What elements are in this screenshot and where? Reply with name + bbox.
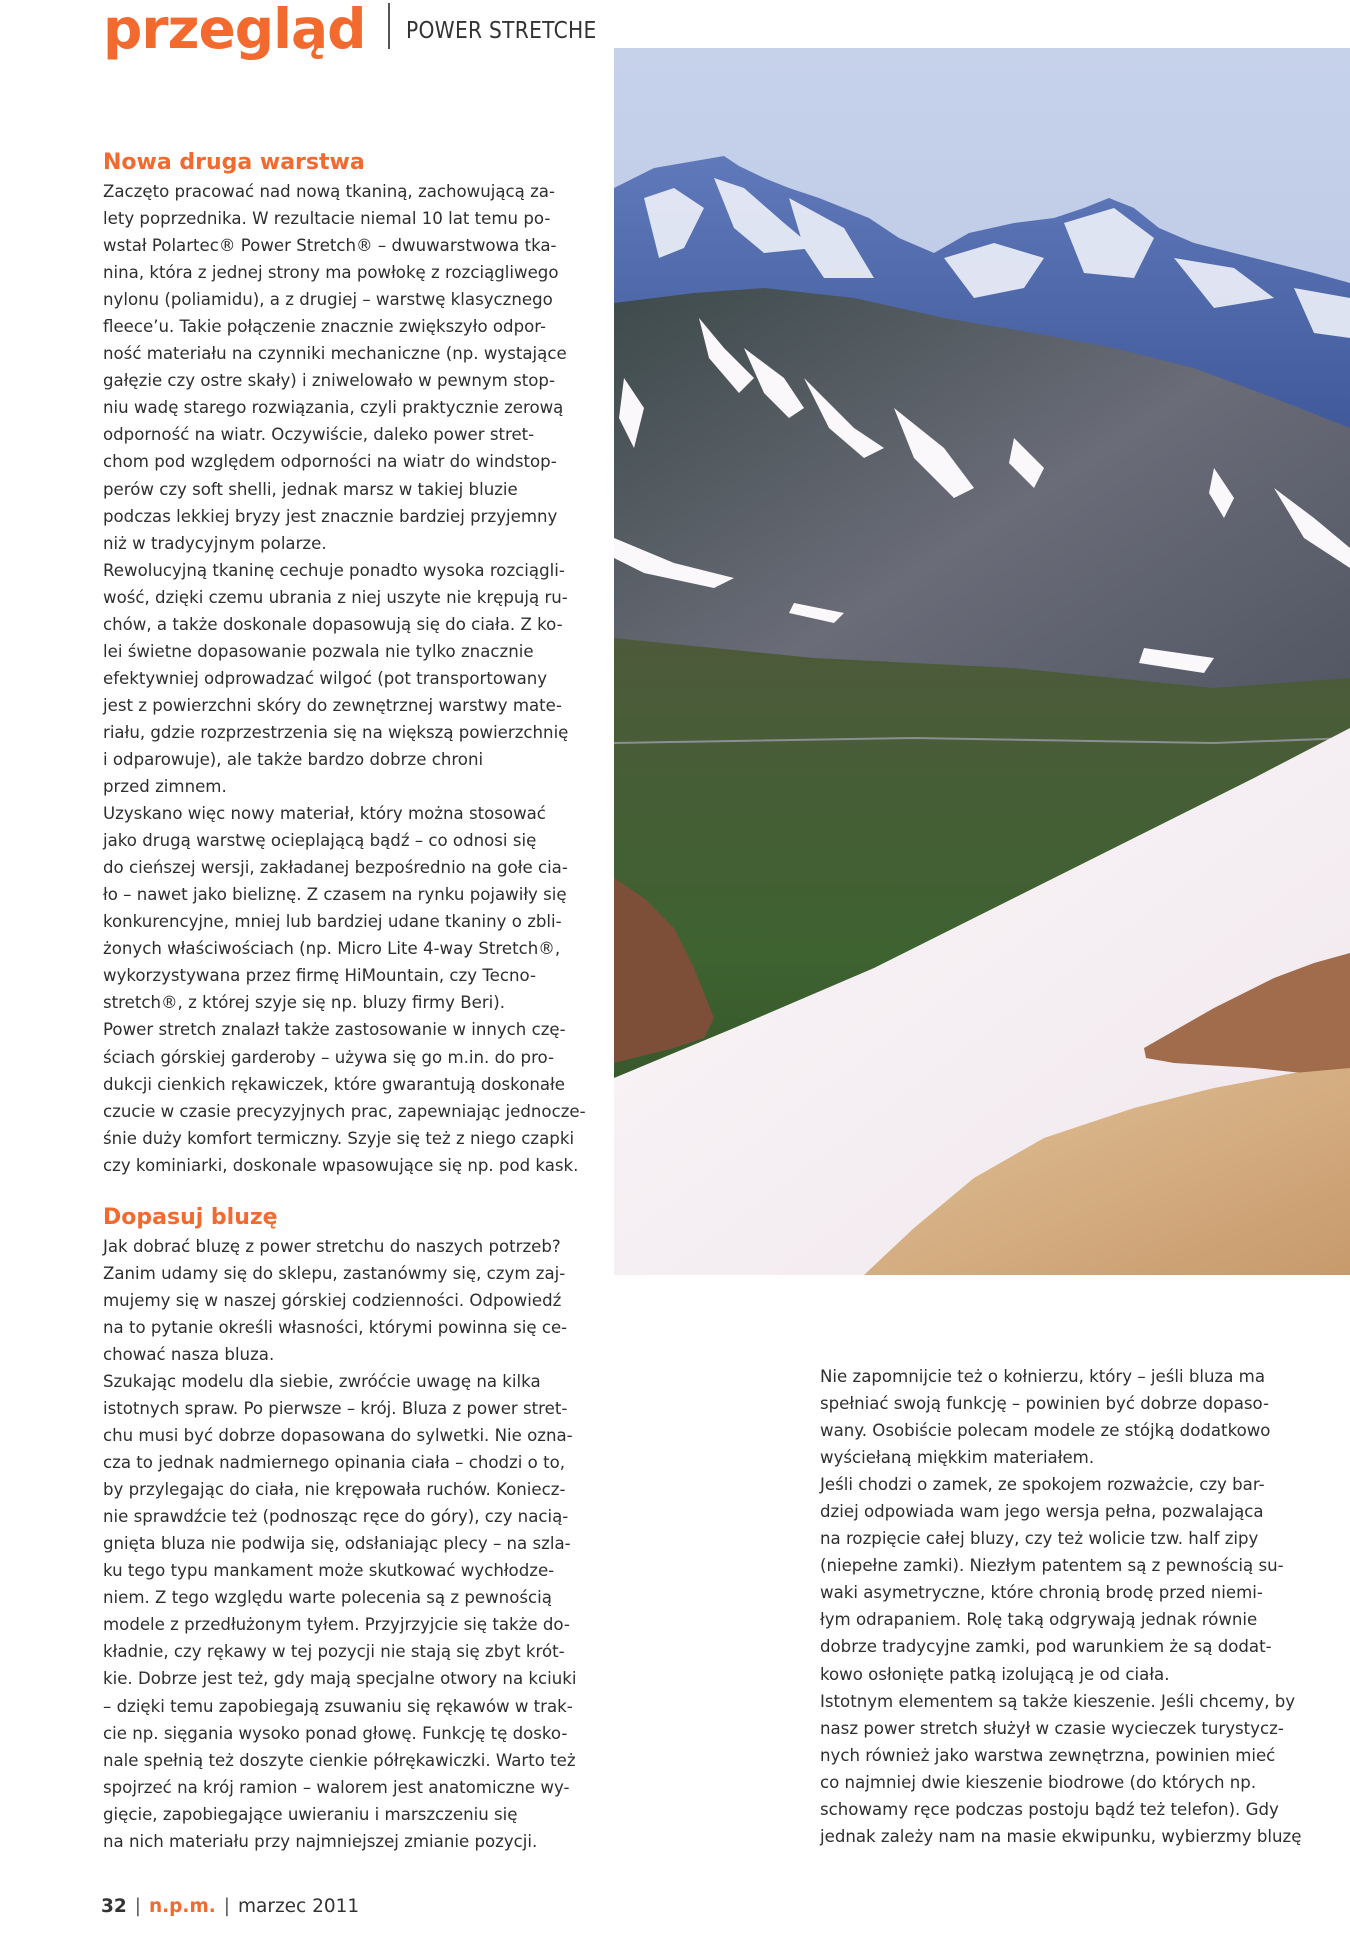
text-line: kładnie, czy rękawy w tej pozycji nie stają się zbyt krót- (103, 1642, 565, 1662)
mountain-photo-illustration (614, 48, 1350, 1275)
text-line: spojrzeć na krój ramion – walorem jest anatomiczne wy- (103, 1777, 570, 1797)
text-line: kie. Dobrze jest też, gdy mają specjalne otwory na kciuki (103, 1669, 577, 1689)
text-line: Jeśli chodzi o zamek, ze spokojem rozważcie, czy bar- (820, 1475, 1265, 1495)
page-header (103, 0, 622, 60)
text-line: podczas lekkiej bryzy jest znacznie bardziej przyjemny (103, 506, 558, 526)
text-line: fleece’u. Takie połączenie znacznie zwiększyło odpor- (103, 317, 547, 337)
text-line: Zanim udamy się do sklepu, zastanówmy się, czym zaj- (103, 1263, 566, 1283)
text-line: nina, która z jednej strony ma powłokę z rozciągliwego (103, 263, 559, 283)
section-title: przegląd (103, 0, 366, 61)
text-line: chów, a także doskonale dopasowują się do ciała. Z ko- (103, 614, 563, 634)
section-heading: Nowa druga warstwa (103, 150, 365, 175)
text-line: na rozpięcie całej bluzy, czy też wolicie tzw. half zipy (820, 1529, 1259, 1549)
text-line: lei świetne dopasowanie pozwala nie tylko znacznie (103, 641, 534, 661)
text-line: Istotnym elementem są także kieszenie. Jeśli chcemy, by (820, 1691, 1296, 1711)
text-line: waki asymetryczne, które chronią brodę przed niemi- (820, 1583, 1263, 1603)
text-line: dukcji cienkich rękawiczek, które gwarantują doskonałe (103, 1074, 565, 1094)
text-line: gałęzie czy ostre skały) i zniwelowało w pewnym stop- (103, 371, 555, 391)
text-line: perów czy soft shelli, jednak marsz w takiej bluzie (103, 479, 518, 499)
text-line: chować nasza bluza. (103, 1344, 275, 1364)
text-line: na nich materiału przy najmniejszej zmianie pozycji. (103, 1831, 538, 1851)
text-line: ło – nawet jako bieliznę. Z czasem na rynku pojawiły się (103, 885, 567, 905)
text-line: jest z powierzchni skóry do zewnętrznej warstwy mate- (103, 695, 562, 715)
text-line: chu musi być dobrze dopasowana do sylwetki. Nie ozna- (103, 1426, 573, 1446)
text-line: – dzięki temu zapobiegają zsuwaniu się rękawów w trak- (103, 1696, 573, 1716)
text-line: niż w tradycyjnym polarze. (103, 533, 327, 553)
text-line: jako drugą warstwę ocieplającą bądź – co odnosi się (103, 831, 537, 851)
article-right-column (820, 1363, 1320, 1850)
text-line: ściach górskiej garderoby – używa się go m.in. do pro- (103, 1047, 554, 1067)
text-line: mujemy się w naszej górskiej codzienności. Odpowiedź (103, 1290, 562, 1310)
text-line: odporność na wiatr. Oczywiście, daleko power stret- (103, 425, 535, 445)
text-line: wstał Polartec® Power Stretch® – dwuwarstwowa tka- (103, 236, 557, 256)
text-line: czy kominiarki, doskonale wpasowujące się np. pod kask. (103, 1155, 579, 1175)
text-line: chom pod względem odporności na wiatr do windstop- (103, 452, 557, 472)
text-line: modele z przedłużonym tyłem. Przyjrzyjcie się także do- (103, 1615, 570, 1635)
text-line: cie np. sięgania wysoko ponad głowę. Funkcję tę dosko- (103, 1723, 568, 1743)
text-line: i odparowuje), ale także bardzo dobrze chroni (103, 749, 484, 769)
text-line: niem. Z tego względu warte polecenia są z pewnością (103, 1588, 552, 1608)
text-line: Szukając modelu dla siebie, zwróćcie uwagę na kilka (103, 1371, 541, 1391)
text-line: żonych właściwościach (np. Micro Lite 4-way Stretch®, (103, 939, 561, 959)
section-heading: Dopasuj bluzę (103, 1204, 278, 1230)
text-line: nasz power stretch służył w czasie wycieczek turystycz- (820, 1718, 1284, 1738)
section-body (103, 178, 586, 1179)
text-line: Power stretch znalazł także zastosowanie w innych czę- (103, 1020, 566, 1040)
text-line: gięcie, zapobiegające uwieraniu i marszczeniu się (103, 1804, 518, 1824)
text-line: (niepełne zamki). Niezłym patentem są z pewnością su- (820, 1556, 1284, 1576)
text-line: jednak zależy nam na masie ekwipunku, wybierzmy bluzę (820, 1826, 1302, 1846)
text-line: konkurencyjne, mniej lub bardziej udane tkaniny o zbli- (103, 912, 562, 932)
footer-separator: | (223, 1896, 230, 1917)
text-line: niu wadę starego rozwiązania, czyli praktycznie zerową (103, 398, 564, 418)
page-footer (101, 1896, 359, 1917)
text-line: nie sprawdźcie też (podnosząc ręce do góry), czy nacią- (103, 1507, 569, 1527)
text-line: nych również jako warstwa zewnętrzna, powinien mieć (820, 1745, 1276, 1765)
text-line: schowamy ręce podczas postoju bądź też telefon). Gdy (820, 1799, 1279, 1819)
text-line: efektywniej odprowadzać wilgoć (pot transportowany (103, 668, 548, 688)
text-line: na to pytanie określi własności, którymi powinna się ce- (103, 1317, 568, 1337)
text-line: kowo osłonięte patką izolującą je od ciała. (820, 1664, 1170, 1684)
text-line: gnięta bluza nie podwija się, odsłaniając plecy – na szla- (103, 1534, 571, 1554)
text-line: wyściełaną miękkim materiałem. (820, 1448, 1095, 1468)
text-line: spełniać swoją funkcję – powinien być dobrze dopaso- (820, 1394, 1269, 1414)
text-line: do cieńszej wersji, zakładanej bezpośrednio na gołe cia- (103, 858, 568, 878)
text-line: wość, dzięki czemu ubrania z niej uszyte nie krępują ru- (103, 587, 568, 607)
text-line: nylonu (poliamidu), a z drugiej – warstwę klasycznego (103, 290, 553, 310)
magazine-name: n.p.m. (148, 1896, 216, 1917)
section-spacer (103, 1179, 581, 1203)
section-dopasuj-bluze (103, 1203, 581, 1855)
issue-date: marzec 2011 (238, 1896, 360, 1917)
text-line: wany. Osobiście polecam modele ze stójką dodatkowo (820, 1421, 1271, 1441)
text-line: lety poprzednika. W rezultacie niemal 10 lat temu po- (103, 209, 551, 229)
text-line: dobrze tradycyjne zamki, pod warunkiem że są dodat- (820, 1637, 1272, 1657)
article-left-column (103, 148, 586, 1855)
text-line: cza to jednak nadmiernego opinania ciała – chodzi o to, (103, 1453, 566, 1473)
text-line: Zaczęto pracować nad nową tkaniną, zachowującą za- (103, 182, 555, 201)
text-line: ku tego typu mankament może skutkować wychłodze- (103, 1561, 555, 1581)
text-line: riału, gdzie rozprzestrzenia się na większą powierzchnię (103, 722, 569, 742)
text-line: Nie zapomnijcie też o kołnierzu, który – jeśli bluza ma (820, 1367, 1266, 1386)
topic-title: POWER STRETCHE (405, 18, 597, 44)
text-line: dziej odpowiada wam jego wersja pełna, pozwalająca (820, 1502, 1264, 1522)
text-line: ność materiału na czynniki mechaniczne (np. wystające (103, 344, 567, 364)
text-line: czucie w czasie precyzyjnych prac, zapewniając jednocze- (103, 1101, 586, 1121)
text-line: Jak dobrać bluzę z power stretchu do naszych potrzeb? (103, 1236, 561, 1256)
section-nowa-druga-warstwa (103, 148, 586, 1179)
text-line: by przylegając do ciała, nie krępowała ruchów. Koniecz- (103, 1480, 566, 1500)
text-line: stretch®, z której szyje się np. bluzy firmy Beri). (103, 993, 506, 1013)
section-body (103, 1233, 581, 1855)
mountain-photo (614, 48, 1350, 1275)
text-line: nale spełnią też doszyte cienkie półrękawiczki. Warto też (103, 1750, 576, 1770)
text-line: wykorzystywana przez firmę HiMountain, czy Tecno- (103, 966, 536, 986)
text-line: Uzyskano więc nowy materiał, który można stosować (103, 804, 546, 824)
text-line: Rewolucyjną tkaninę cechuje ponadto wysoka rozciągli- (103, 560, 565, 580)
text-line: istotnych spraw. Po pierwsze – krój. Bluza z power stret- (103, 1399, 568, 1419)
footer-separator: | (134, 1896, 141, 1917)
header-divider (388, 3, 390, 49)
text-line: co najmniej dwie kieszenie biodrowe (do których np. (820, 1772, 1257, 1792)
section-body (820, 1363, 1320, 1850)
text-line: śnie duży komfort termiczny. Szyje się też z niego czapki (103, 1128, 575, 1148)
text-line: łym odrapaniem. Rolę taką odgrywają jednak równie (820, 1610, 1258, 1630)
text-line: przed zimnem. (103, 777, 227, 797)
page-number: 32 (101, 1896, 127, 1917)
